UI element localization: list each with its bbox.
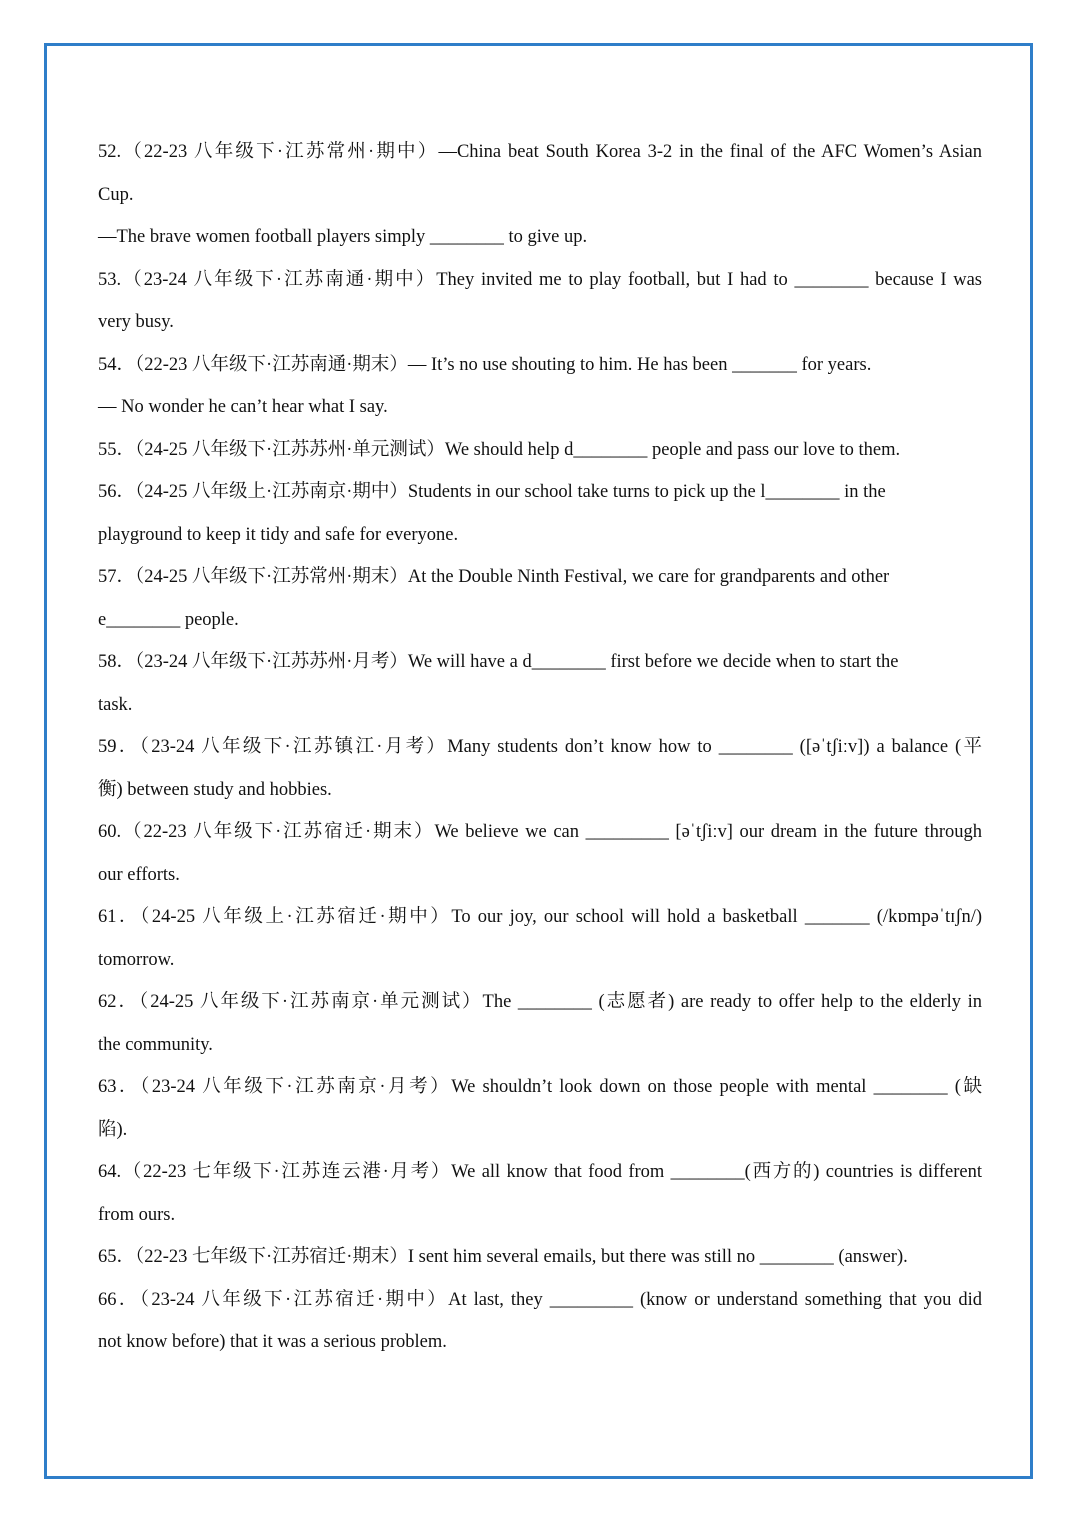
q55-line-1: 55．（24-25 八年级下·江苏苏州·单元测试）We should help d________ people and pass our love to them. [98, 439, 901, 460]
q63-line-1: 63．（23-24 八年级下·江苏南京·月考）We shouldn’t look down on those people with mental ________ (缺 [98, 1077, 982, 1097]
q62-line-2: the community. [98, 1034, 213, 1055]
q65-line-1: 65．（22-23 七年级下·江苏宿迁·期末）I sent him several emails, but there was still no ________ (answer). [98, 1247, 908, 1267]
q56-line-1: 56．（24-25 八年级上·江苏南京·期中）Students in our school take turns to pick up the l________ in the [98, 482, 886, 502]
q58-line-2: task. [98, 694, 133, 715]
q66-line-1: 66．（23-24 八年级下·江苏宿迁·期中）At last, they _________ (know or understand something that you did [98, 1289, 982, 1310]
q61-line-1: 61．（24-25 八年级上·江苏宿迁·期中）To our joy, our school will hold a basketball _______ (/kɒmpəˈtɪʃn/) [98, 907, 982, 927]
q54-line-1: 54．（22-23 八年级下·江苏南通·期末）— It’s no use shouting to him. He has been _______ for years. [98, 354, 872, 375]
q60-line-1: 60.（22-23 八年级下·江苏宿迁·期末）We believe we can _________ [əˈtʃiːv] our dream in the future through [98, 822, 982, 842]
q58-line-1: 58．（23-24 八年级下·江苏苏州·月考）We will have a d________ first before we decide when to start the [98, 652, 899, 672]
exercise-list [98, 131, 982, 1364]
q53-line-1: 53.（23-24 八年级下·江苏南通·期中）They invited me to play football, but I had to ________ because I was [98, 269, 982, 290]
q57-line-1: 57．（24-25 八年级下·江苏常州·期末）At the Double Ninth Festival, we care for grandparents and other [98, 567, 890, 587]
q66-line-2: not know before) that it was a serious problem. [98, 1332, 447, 1352]
q54-line-2: — No wonder he can’t hear what I say. [98, 397, 388, 417]
q62-line-1: 62．（24-25 八年级下·江苏南京·单元测试）The ________ (志愿者) are ready to offer help to the elderly in [98, 992, 982, 1012]
q59-line-2: 衡) between study and hobbies. [98, 779, 332, 800]
q57-line-2: e________ people. [98, 609, 239, 630]
q64-line-2: from ours. [98, 1204, 176, 1225]
q60-line-2: our efforts. [98, 864, 180, 885]
q59-line-1: 59．（23-24 八年级下·江苏镇江·月考）Many students don’t know how to ________ ([əˈtʃiːv]) a balance (平 [98, 737, 982, 757]
q53-line-2: very busy. [98, 312, 174, 332]
q52-line-1: 52.（22-23 八年级下·江苏常州·期中）—China beat South Korea 3-2 in the final of the AFC Women’s Asian [98, 142, 982, 162]
q61-line-2: tomorrow. [98, 949, 175, 970]
q52-line-2: Cup. [98, 184, 134, 205]
q63-line-2: 陷). [98, 1119, 128, 1140]
q64-line-1: 64.（22-23 七年级下·江苏连云港·月考）We all know that food from ________(西方的) countries is different [98, 1162, 982, 1182]
q56-line-2: playground to keep it tidy and safe for everyone. [98, 524, 459, 545]
q52-line-3: —The brave women football players simply ________ to give up. [98, 227, 588, 247]
